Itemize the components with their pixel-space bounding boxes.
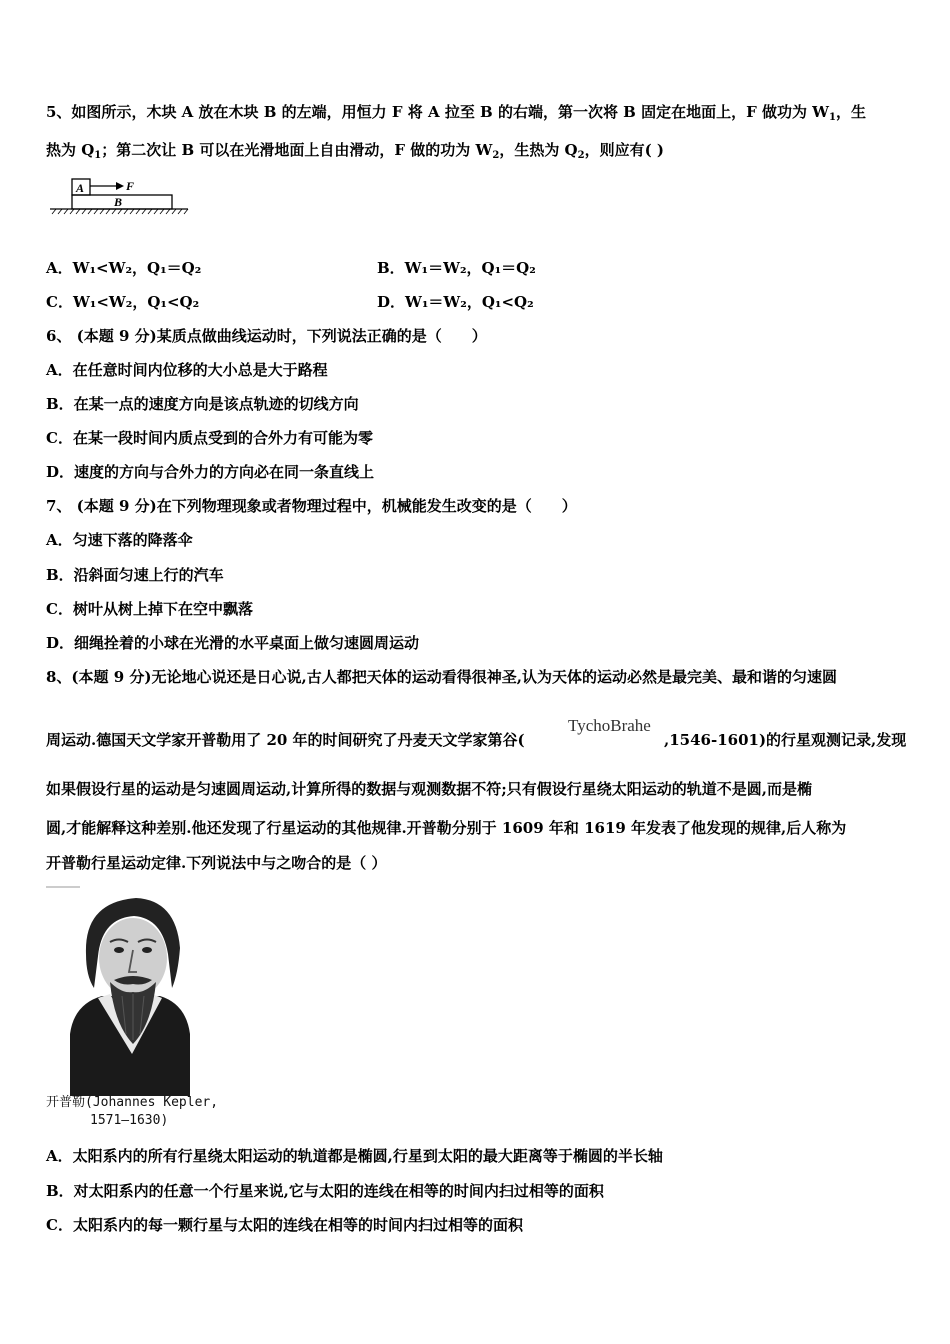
q8-tycho-name: TychoBrahe bbox=[568, 716, 651, 735]
q5-block-diagram bbox=[50, 176, 190, 218]
kepler-caption bbox=[46, 1094, 226, 1130]
q6-option-d[interactable]: D．速度的方向与合外力的方向必在同一条直线上 bbox=[46, 463, 375, 481]
force-label: F bbox=[126, 179, 135, 193]
force-arrow-head bbox=[116, 182, 124, 190]
q7-option-d[interactable]: D．细绳拴着的小球在光滑的水平桌面上做匀速圆周运动 bbox=[46, 634, 420, 652]
q5-option-b[interactable]: B．W₁＝W₂，Q₁＝Q₂ bbox=[377, 259, 536, 277]
q5-option-c[interactable]: C．W₁<W₂，Q₁<Q₂ bbox=[46, 293, 200, 311]
q8-stem-line2a: 周运动.德国天文学家开普勒用了 20 年的时间研究了丹麦天文学家第谷( bbox=[46, 731, 525, 749]
q8-stem-line1: 8、(本题 9 分)无论地心说还是日心说,古人都把天体的运动看得很神圣,认为天体的运动必然是最完美、最和谐的匀速圆 bbox=[46, 668, 837, 686]
q8-option-c[interactable]: C．太阳系内的每一颗行星与太阳的连线在相等的时间内扫过相等的面积 bbox=[46, 1216, 523, 1234]
q5-stem-line2: 热为 $Q_1$；第二次让 B 可以在光滑地面上自由滑动，F 做的功为 $W_2$，生热为 $Q_2$，则应有( ) bbox=[46, 141, 664, 161]
q5-option-d[interactable]: D．W₁＝W₂，Q₁<Q₂ bbox=[377, 293, 534, 311]
q6-option-a[interactable]: A．在任意时间内位移的大小总是大于路程 bbox=[46, 361, 328, 379]
q6-option-b[interactable]: B．在某一点的速度方向是该点轨迹的切线方向 bbox=[46, 395, 359, 413]
q7-option-a[interactable]: A．匀速下落的降落伞 bbox=[46, 531, 193, 549]
kepler-caption-line1: 开普勒(Johannes Kepler, bbox=[46, 1095, 219, 1110]
block-b-label: B bbox=[114, 195, 123, 209]
q8-stem-line5: 开普勒行星运动定律.下列说法中与之吻合的是（ ） bbox=[46, 854, 387, 872]
q6-stem: 6、 (本题 9 分)某质点做曲线运动时，下列说法正确的是（ ） bbox=[46, 327, 487, 345]
q7-option-c[interactable]: C．树叶从树上掉下在空中飘落 bbox=[46, 600, 253, 618]
q8-stem-line2b: ,1546-1601)的行星观测记录,发现 bbox=[664, 731, 907, 749]
q5-option-a[interactable]: A．W₁<W₂，Q₁＝Q₂ bbox=[46, 259, 202, 277]
q5-stem-line1: 5、如图所示，木块 A 放在木块 B 的左端，用恒力 F 将 A 拉至 B 的右端，第一次将 B 固定在地面上，F 做功为 $W_1$，生 bbox=[46, 103, 866, 123]
q7-option-b[interactable]: B．沿斜面匀速上行的汽车 bbox=[46, 566, 224, 584]
q8-option-b[interactable]: B．对太阳系内的任意一个行星来说,它与太阳的连线在相等的时间内扫过相等的面积 bbox=[46, 1182, 604, 1200]
q7-stem: 7、 (本题 9 分)在下列物理现象或者物理过程中，机械能发生改变的是（ ） bbox=[46, 497, 577, 515]
q8-stem-line3: 如果假设行星的运动是匀速圆周运动,计算所得的数据与观测数据不符;只有假设行星绕太阳运动的轨道不是圆,而是椭 bbox=[46, 780, 812, 798]
q8-option-a[interactable]: A．太阳系内的所有行星绕太阳运动的轨道都是椭圆,行星到太阳的最大距离等于椭圆的半长轴 bbox=[46, 1147, 663, 1165]
ground-hatch bbox=[52, 209, 188, 214]
block-a-label: A bbox=[76, 181, 85, 195]
kepler-caption-line2: 1571—1630) bbox=[90, 1113, 169, 1128]
q8-stem-line4: 圆,才能解释这种差别.他还发现了行星运动的其他规律.开普勒分别于 1609 年和 1619 年发表了他发现的规律,后人称为 bbox=[46, 819, 847, 837]
q6-option-c[interactable]: C．在某一段时间内质点受到的合外力有可能为零 bbox=[46, 429, 373, 447]
